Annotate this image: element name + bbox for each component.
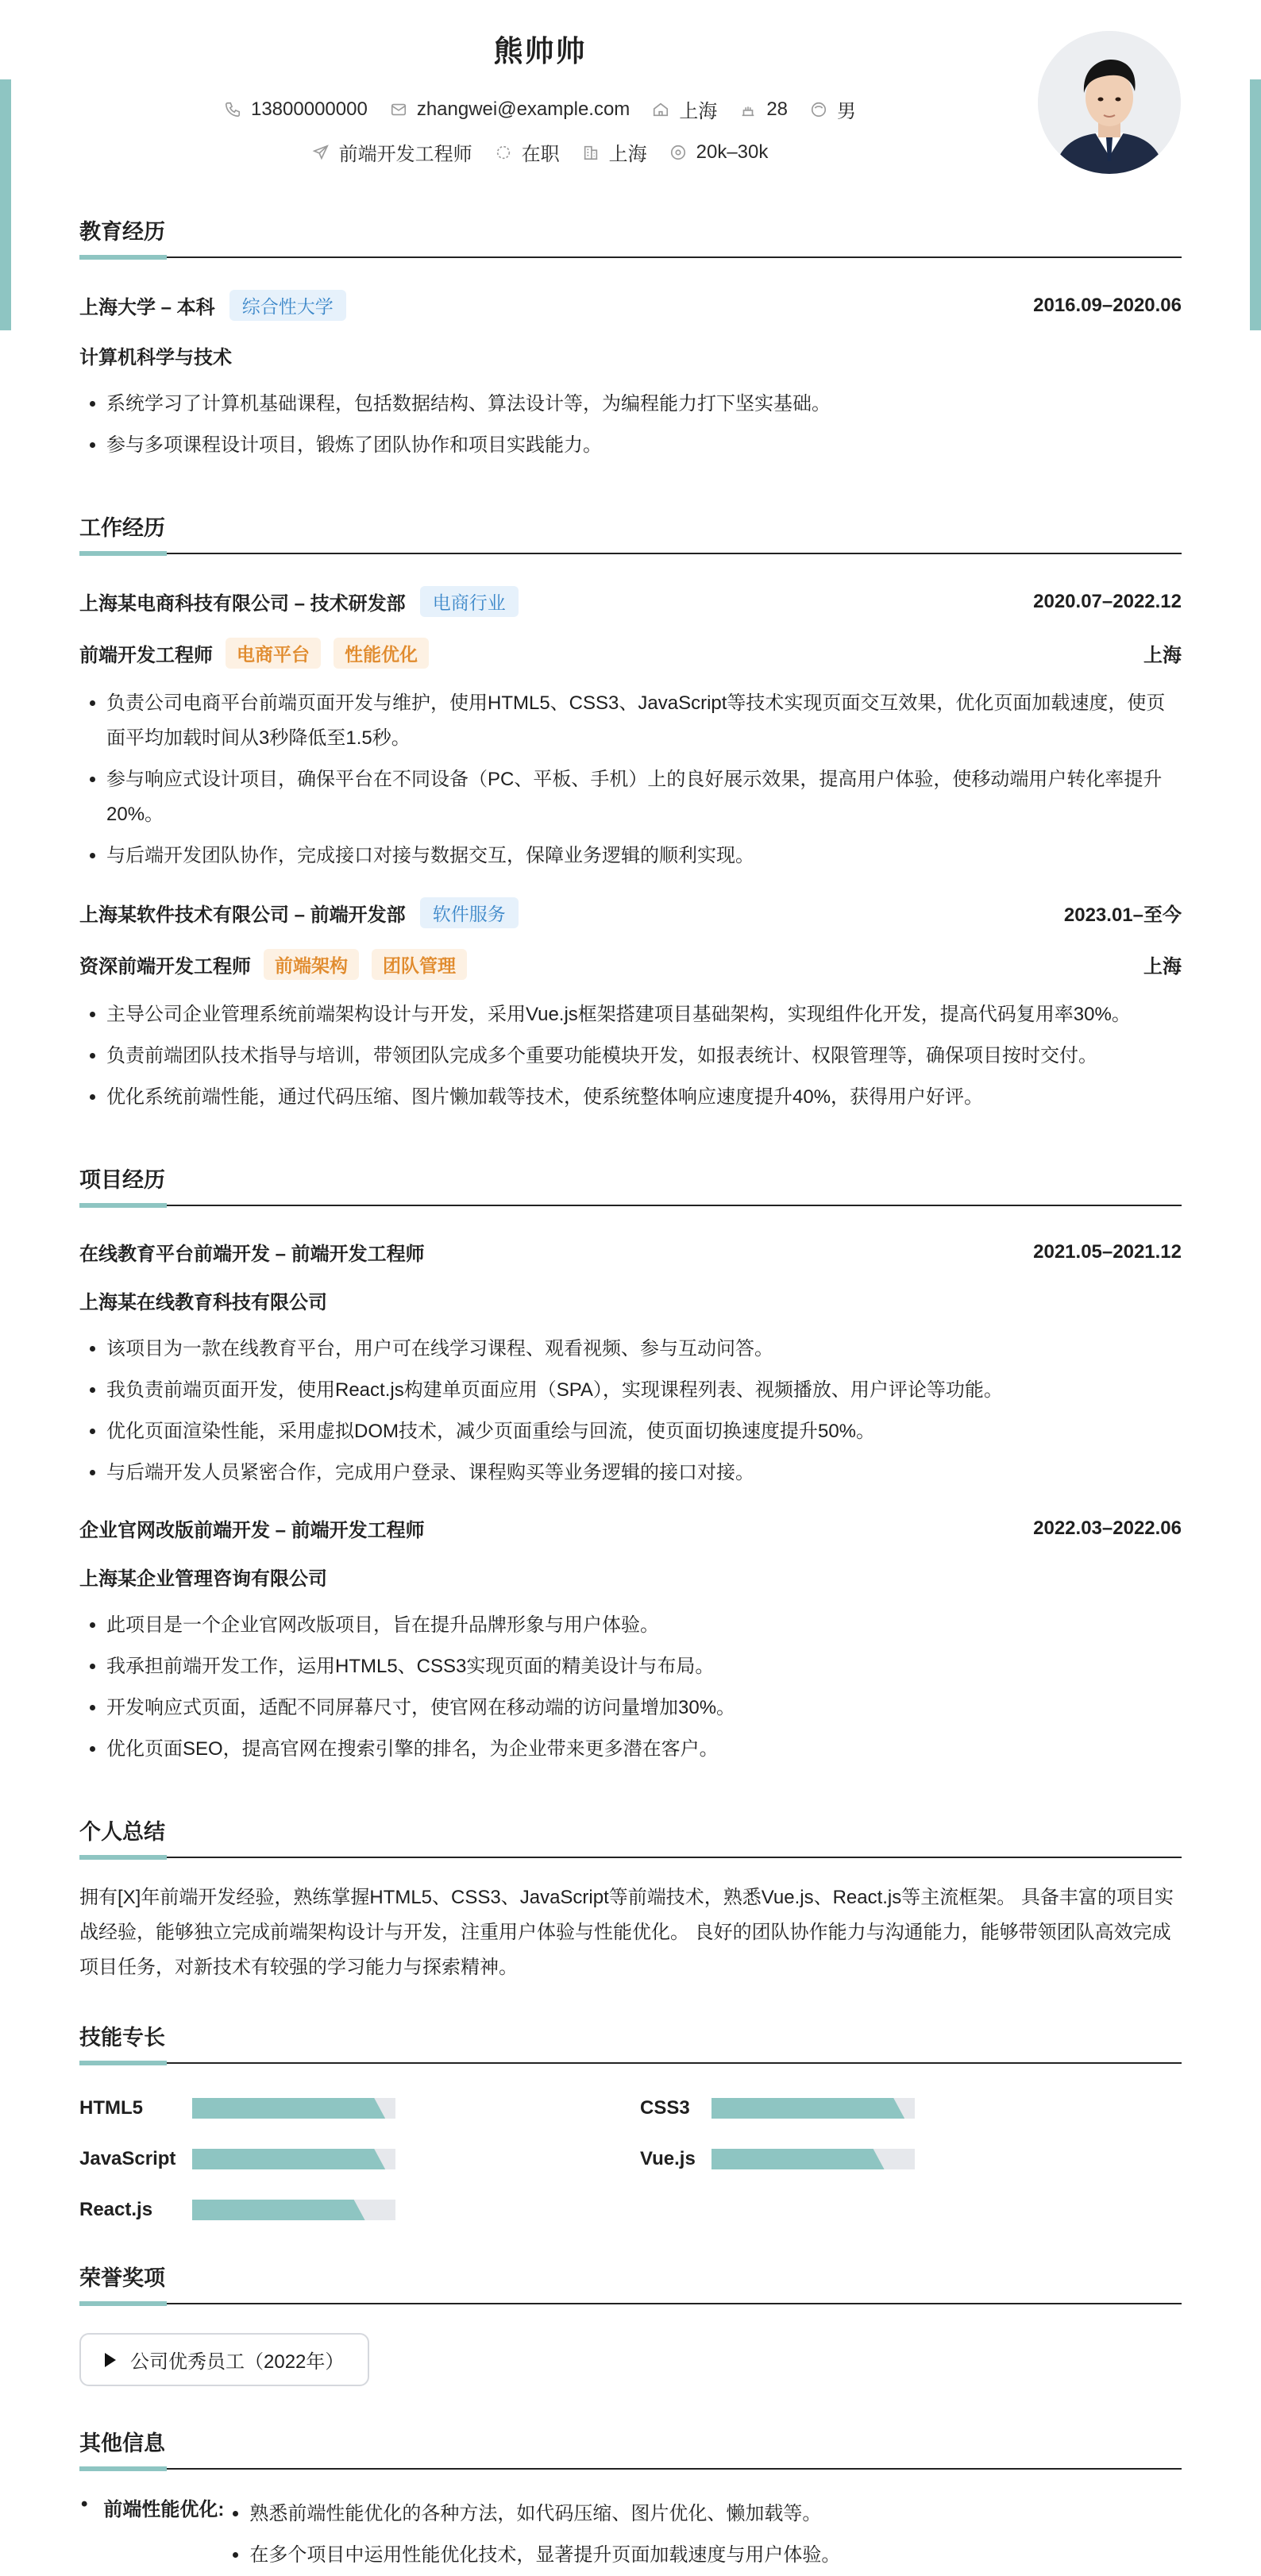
age-item: [739, 98, 788, 121]
skill-name: JavaScript: [79, 2148, 176, 2169]
skill-name: CSS3: [640, 2097, 690, 2119]
list-item: • 优化页面渲染性能，采用虚拟DOM技术，减少页面重绘与回流，使页面切换速度提升50%。: [106, 1414, 1182, 1449]
project-org: 上海某企业管理咨询有限公司: [79, 1568, 327, 1590]
gender-icon: [810, 101, 827, 118]
phone-item: [224, 98, 368, 121]
status-icon: [495, 144, 512, 161]
list-item: • 在多个项目中运用性能优化技术，显著提升页面加载速度与用户体验。: [249, 2535, 840, 2576]
job-bullets: [79, 686, 1182, 873]
role-tag: 电商平台: [226, 638, 321, 669]
location-text: 上海: [679, 101, 718, 122]
honors-title: 荣誉奖项: [79, 2261, 1182, 2304]
status-text: 在职: [521, 144, 560, 165]
project-name: 在线教育平台前端开发 – 前端开发工程师: [79, 1244, 425, 1265]
status-item: [495, 138, 560, 166]
skill-bar-fill: [192, 2098, 385, 2119]
education-entry-head: [79, 290, 1182, 321]
list-item: • 系统学习了计算机基础课程，包括数据结构、算法设计等，为编程能力打下坚实基础。: [106, 387, 1182, 422]
project-bullets: [79, 1332, 1182, 1490]
work-title: 工作经历: [79, 511, 1182, 554]
skills-section: [79, 2020, 1182, 2221]
list-item: • 负责公司电商平台前端页面开发与维护，使用HTML5、CSS3、JavaScript等技术实现页面交互效果，优化页面加载速度，使页面平均加载时间从3秒降低至1.5秒。: [106, 686, 1182, 756]
honor-text: 公司优秀员工（2022年）: [130, 2351, 345, 2373]
honors-section: [79, 2261, 1182, 2386]
skill-name: React.js: [79, 2199, 153, 2220]
skill-item: [79, 2097, 640, 2119]
email-text: zhangwei@example.com: [416, 98, 630, 120]
project-date: 2022.03–2022.06: [1033, 1517, 1182, 1539]
project-entry-head: [79, 1238, 1182, 1266]
education-bullets: [79, 387, 1182, 463]
job-bullets: [79, 997, 1182, 1115]
other-key: • 前端性能优化:: [79, 2493, 224, 2576]
summary-section: [79, 1814, 1182, 1985]
list-item: • 参与响应式设计项目，确保平台在不同设备（PC、平板、手机）上的良好展示效果，提高用户体验，使移动端用户转化率提升20%。: [106, 762, 1182, 832]
other-bullets: [224, 2493, 840, 2576]
skill-bar: [192, 2098, 395, 2119]
list-item: • 开发响应式页面，适配不同屏幕尺寸，使官网在移动端的访问量增加30%。: [106, 1691, 1182, 1726]
skill-bar-fill: [711, 2149, 885, 2169]
skill-name: Vue.js: [640, 2148, 696, 2169]
other-section: [79, 2426, 1182, 2576]
candidate-name: 熊帅帅: [493, 35, 587, 67]
work-city-item: [582, 138, 647, 166]
summary-title: 个人总结: [79, 1814, 1182, 1858]
position-text: 前端开发工程师: [338, 144, 472, 165]
list-item: • 与后端开发人员紧密合作，完成用户登录、课程购买等业务逻辑的接口对接。: [106, 1456, 1182, 1490]
project-org-row: [79, 1563, 1182, 1591]
phone-icon: [224, 101, 241, 118]
skills-grid: [79, 2097, 1182, 2221]
list-item: • 优化页面SEO，提高官网在搜索引擎的排名，为企业带来更多潜在客户。: [106, 1732, 1182, 1767]
education-section: [79, 214, 1182, 463]
job-city: 上海: [1143, 645, 1182, 666]
projects-title: 项目经历: [79, 1163, 1182, 1206]
job-entry-head: [79, 897, 1182, 928]
skill-item: [79, 2199, 640, 2221]
skill-bar-fill: [192, 2149, 385, 2169]
skill-bar: [192, 2200, 395, 2220]
job-date: 2023.01–至今: [1063, 904, 1182, 926]
avatar: [1038, 31, 1181, 174]
building-icon: [582, 144, 600, 161]
list-item: • 参与多项课程设计项目，锻炼了团队协作和项目实践能力。: [106, 428, 1182, 463]
project-bullets: [79, 1608, 1182, 1767]
job-entry-head: [79, 586, 1182, 617]
list-item: • 我负责前端页面开发，使用React.js构建单页面应用（SPA），实现课程列表、视频播放、用户评论等功能。: [106, 1373, 1182, 1408]
list-item: • 我承担前端开发工作，运用HTML5、CSS3实现页面的精美设计与布局。: [106, 1649, 1182, 1684]
skill-bar-fill: [192, 2200, 365, 2220]
honor-item[interactable]: [79, 2333, 369, 2386]
major-name: 计算机科学与技术: [79, 347, 232, 368]
company-name: 上海某软件技术有限公司 – 前端开发部: [79, 904, 406, 926]
home-icon: [652, 101, 669, 118]
role-tag: 团队管理: [372, 949, 467, 980]
job-city: 上海: [1143, 956, 1182, 978]
salary-icon: [669, 144, 687, 161]
location-item: [652, 95, 717, 123]
list-item: • 与后端开发团队协作，完成接口对接与数据交互，保障业务逻辑的顺利实现。: [106, 839, 1182, 873]
phone-text: 13800000000: [250, 98, 368, 120]
job-intent-row: [0, 138, 1080, 166]
triangle-right-icon: [105, 2353, 116, 2367]
project-org: 上海某在线教育科技有限公司: [79, 1292, 327, 1313]
job-date: 2020.07–2022.12: [1033, 590, 1182, 612]
industry-tag: 软件服务: [420, 897, 519, 928]
project-name: 企业官网改版前端开发 – 前端开发工程师: [79, 1520, 425, 1541]
position-item: [312, 138, 472, 166]
list-item: • 负责前端团队技术指导与培训，带领团队完成多个重要功能模块开发，如报表统计、权限管理等，确保项目按时交付。: [106, 1039, 1182, 1074]
summary-text: 拥有[X]年前端开发经验，熟练掌握HTML5、CSS3、JavaScript等前端技术，熟悉Vue.js、React.js等主流框架。 具备丰富的项目实战经验，能够独立完成前端架构设计与开发，注重用户体验与性能优化。 良好的团队协作能力与沟通能力，能够带领团队高效完成项目任务，对新技术有较强的学习能力与探索精神。: [79, 1887, 1174, 1978]
projects-section: [79, 1163, 1182, 1767]
job-role-row: [79, 638, 1182, 669]
list-item: • 此项目是一个企业官网改版项目，旨在提升品牌形象与用户体验。: [106, 1608, 1182, 1643]
gender-item: [810, 95, 856, 123]
work-city-text: 上海: [608, 144, 647, 165]
list-item: • 熟悉前端性能优化的各种方法，如代码压缩、图片优化、懒加载等。: [249, 2493, 840, 2535]
other-entry: [79, 2493, 1182, 2576]
skill-item: [640, 2148, 1180, 2170]
role-tag: 性能优化: [334, 638, 429, 669]
project-entry-head: [79, 1514, 1182, 1542]
industry-tag: 电商行业: [420, 586, 519, 617]
skill-item: [79, 2148, 640, 2170]
contact-row: [0, 95, 1080, 123]
skills-title: 技能专长: [79, 2020, 1182, 2064]
job-role: 资深前端开发工程师: [79, 956, 251, 978]
job-role: 前端开发工程师: [79, 645, 213, 666]
list-item: • 优化系统前端性能，通过代码压缩、图片懒加载等技术，使系统整体响应速度提升40%，获得用户好评。: [106, 1080, 1182, 1115]
skill-bar: [192, 2149, 395, 2169]
salary-item: [669, 141, 769, 164]
other-title: 其他信息: [79, 2426, 1182, 2470]
resume-body: [79, 214, 1182, 2576]
education-date: 2016.09–2020.06: [1033, 294, 1182, 316]
skill-item: [640, 2097, 1180, 2119]
job-role-row: [79, 949, 1182, 980]
send-icon: [312, 144, 330, 161]
project-org-row: [79, 1286, 1182, 1314]
age-text: 28: [766, 98, 789, 120]
skill-name: HTML5: [79, 2097, 143, 2119]
mail-icon: [390, 101, 407, 118]
salary-text: 20k–30k: [696, 141, 769, 163]
company-name: 上海某电商科技有限公司 – 技术研发部: [79, 593, 406, 615]
school-name: 上海大学 – 本科: [79, 297, 215, 318]
age-icon: [739, 101, 757, 118]
list-item: • 主导公司企业管理系统前端架构设计与开发，采用Vue.js框架搭建项目基础架构，实现组件化开发，提高代码复用率30%。: [106, 997, 1182, 1032]
gender-text: 男: [837, 101, 857, 122]
work-section: [79, 511, 1182, 1115]
skill-bar: [711, 2098, 915, 2119]
education-major-row: [79, 341, 1182, 369]
education-title: 教育经历: [79, 214, 1182, 258]
skill-bar-fill: [711, 2098, 904, 2119]
role-tag: 前端架构: [264, 949, 359, 980]
resume-header: [0, 0, 1261, 191]
school-tag: 综合性大学: [229, 290, 346, 321]
list-item: • 该项目为一款在线教育平台，用户可在线学习课程、观看视频、参与互动问答。: [106, 1332, 1182, 1367]
email-item: [390, 98, 630, 121]
project-date: 2021.05–2021.12: [1033, 1240, 1182, 1263]
skill-bar: [711, 2149, 915, 2169]
